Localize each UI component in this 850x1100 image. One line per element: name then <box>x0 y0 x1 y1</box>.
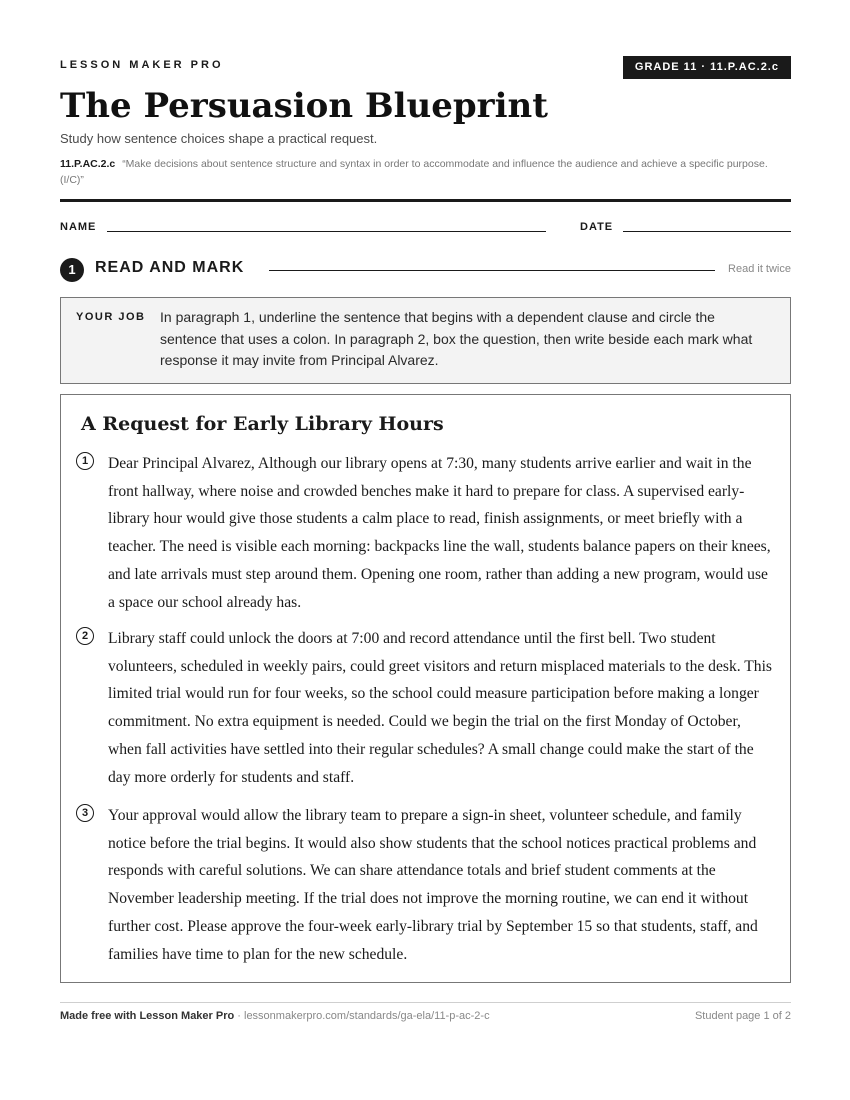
name-date-row <box>60 219 791 235</box>
page-indicator: Student page 1 of 2 <box>694 1010 791 1022</box>
section-header <box>60 257 791 283</box>
instructions-label: YOUR JOB <box>76 311 146 323</box>
page-subtitle: Study how sentence choices shape a practical request. <box>60 131 378 146</box>
standard-text: “Make decisions about sentence structure and syntax in order to accommodate and influence the audience and achieve a specific purpose. (I/C)” <box>60 158 768 186</box>
section-divider <box>269 270 715 271</box>
instructions-text: In paragraph 1, underline the sentence that begins with a dependent clause and circle the sentence that uses a colon. In paragraph 2, box the question, then write beside each mark what response it may invite from Principal Alvarez. <box>160 309 753 368</box>
name-field[interactable] <box>107 231 546 232</box>
paragraph-number: 3 <box>76 804 94 822</box>
instructions-box <box>60 297 791 384</box>
paragraph-number: 1 <box>76 452 94 470</box>
grade-badge: GRADE 11 · 11.P.AC.2.c <box>623 56 791 79</box>
footer-credit <box>60 1010 490 1022</box>
header-divider <box>60 199 791 202</box>
section-number-badge: 1 <box>60 258 84 282</box>
footer-url[interactable]: · lessonmakerpro.com/standards/ga-ela/11-p-ac-2-c <box>234 1010 490 1022</box>
standard-code: 11.P.AC.2.c <box>60 158 116 170</box>
page-title: The Persuasion Blueprint <box>60 86 548 126</box>
footer-made-with: Made free with Lesson Maker Pro <box>60 1010 235 1022</box>
section-title: READ AND MARK <box>95 259 245 276</box>
date-label: DATE <box>580 221 614 233</box>
date-field[interactable] <box>623 231 791 232</box>
standard-description <box>60 156 791 188</box>
footer-divider <box>60 1002 791 1003</box>
paragraph-text: Library staff could unlock the doors at 7:00 and record attendance until the first bell. Two student volunteers, scheduled in weekly pairs, could greet visitors and return misplaced materials to the desk. This limited trial would run for four weeks, so the school could measure participation before making a longer commitment. No extra equipment is needed. Could we begin the trial on the first Monday of October, when fall activities have settled into their regular schedules? A small change could make the start of the day more orderly for students and staff. <box>108 630 773 786</box>
paragraph-text: Dear Principal Alvarez, Although our library opens at 7:30, many students arrive earlier and wait in the front hallway, where noise and crowded benches make it hard to prepare for class. A supervised early-library hour would give those students a calm place to read, finish assignments, or meet briefly with a teacher. The need is visible each morning: backpacks line the wall, students balance papers on their knees, and late arrivals must step around them. Opening one room, rather than adding a new program, would use a space our school already has. <box>108 455 771 611</box>
section-note: Read it twice <box>728 263 791 275</box>
name-label: NAME <box>60 221 97 233</box>
passage-title: A Request for Early Library Hours <box>81 413 444 435</box>
top-bar <box>60 56 791 80</box>
paragraph-text: Your approval would allow the library team to prepare a sign-in sheet, volunteer schedule, and family notice before the trial begins. It would also show students that the school notices practical problems and responds with careful solutions. We can share attendance totals and brief student comments at the November leadership meeting. If the trial does not improve the morning routine, we can end it without further cost. Please approve the four-week early-library trial by September 15 so that students, staff, and families have time to plan for the new schedule. <box>108 807 758 963</box>
brand-name: LESSON MAKER PRO <box>60 59 224 71</box>
passage-box <box>60 394 791 983</box>
paragraph-number: 2 <box>76 627 94 645</box>
